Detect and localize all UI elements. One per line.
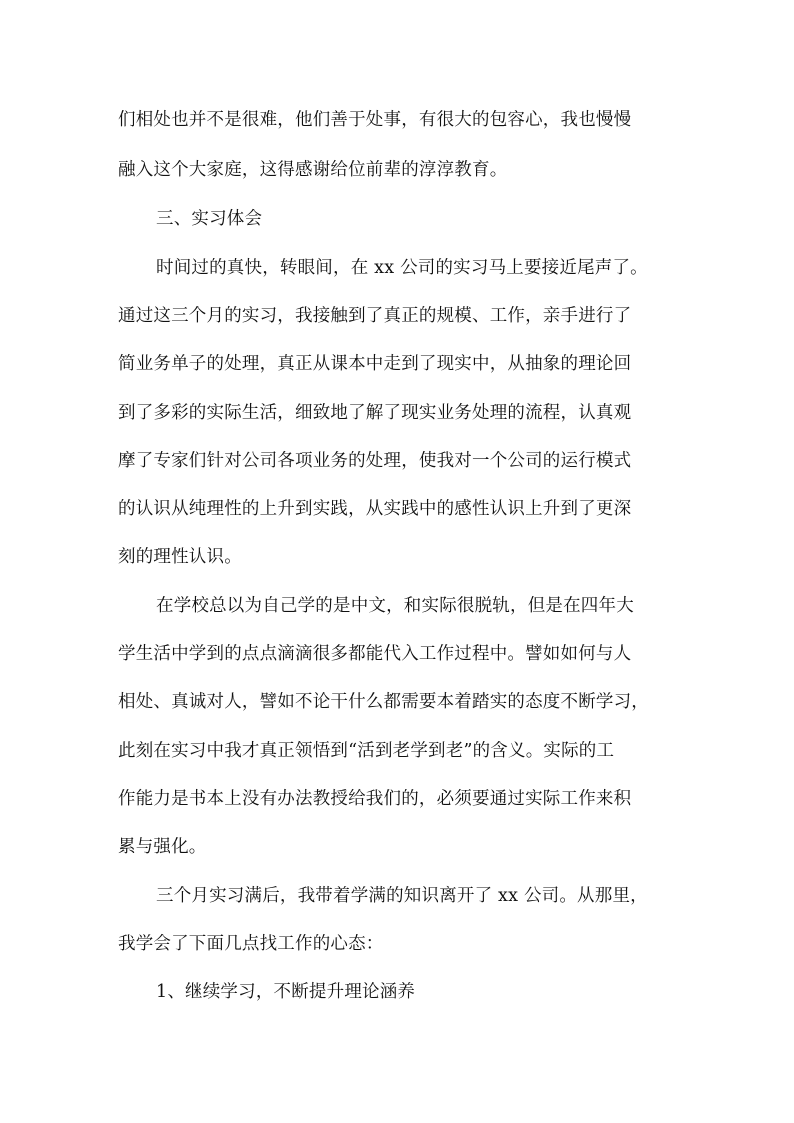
paragraph-line: 相处、真诚对人，譬如不论干什么都需要本着踏实的态度不断学习， (118, 692, 649, 712)
paragraph-line: 融入这个大家庭，这得感谢给位前辈的淳淳教育。 (118, 160, 508, 180)
paragraph-line: 简业务单子的处理，真正从课本中走到了现实中，从抽象的理论回 (118, 354, 632, 374)
paragraph-line: 们相处也并不是很难，他们善于处事，有很大的包容心，我也慢慢 (118, 110, 632, 130)
paragraph-line: 累与强化。 (118, 837, 207, 857)
paragraph-line: 的认识从纯理性的上升到实践，从实践中的感性认识上升到了更深 (118, 499, 632, 519)
paragraph-line: 学生活中学到的点点滴滴很多都能代入工作过程中。譬如如何与人 (118, 644, 632, 664)
list-item: 1、继续学习，不断提升理论涵养 (156, 982, 416, 1002)
paragraph-line: 作能力是书本上没有办法教授给我们的，必须要通过实际工作来积 (118, 789, 632, 809)
paragraph-line: 刻的理性认识。 (118, 547, 242, 567)
paragraph-line: 到了多彩的实际生活，细致地了解了现实业务处理的流程，认真观 (118, 403, 632, 423)
paragraph-line: 三个月实习满后，我带着学满的知识离开了 xx 公司。从那里， (156, 886, 648, 906)
section-heading: 三、实习体会 (156, 209, 263, 229)
paragraph-line: 在学校总以为自己学的是中文，和实际很脱轨，但是在四年大 (156, 596, 634, 616)
paragraph-line: 时间过的真快，转眼间，在 xx 公司的实习马上要接近尾声了。 (156, 258, 648, 278)
paragraph-line: 我学会了下面几点找工作的心态： (118, 934, 384, 954)
paragraph-line: 摩了专家们针对公司各项业务的处理，使我对一个公司的运行模式 (118, 451, 632, 471)
paragraph-line: 此刻在实习中我才真正领悟到“活到老学到老”的含义。实际的工 (118, 741, 615, 761)
paragraph-line: 通过这三个月的实习，我接触到了真正的规模、工作，亲手进行了 (118, 306, 632, 326)
